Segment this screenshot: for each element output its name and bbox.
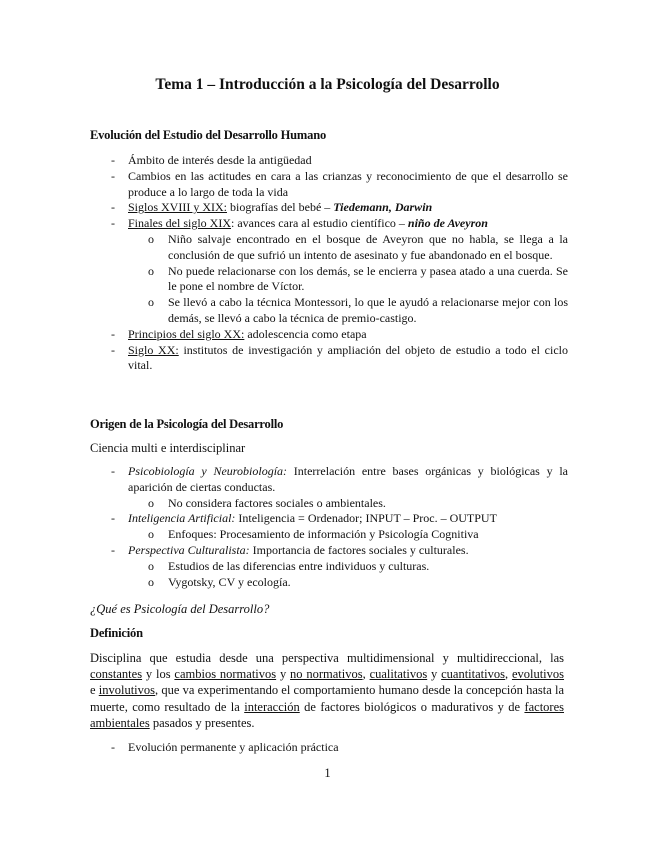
dash-bullet: - xyxy=(111,464,115,478)
sub-list-item: o Se llevó a cabo la técnica Montessori, lo que le ayudó a relacionarse mejor con los demás, se llevó a cabo la técnica de premio-castigo. xyxy=(148,295,568,325)
circle-bullet: o xyxy=(148,295,154,310)
bullet-list-definicion xyxy=(90,740,568,756)
sub-list-item: o Niño salvaje encontrado en el bosque de Aveyron que no habla, se llega a la conclusión de que sufrió un intento de asesinato y fue abandonado en el bosque. xyxy=(148,231,568,262)
dash-bullet: - xyxy=(111,216,115,231)
dash-bullet: - xyxy=(111,511,115,526)
section-heading-origen: Origen de la Psicología del Desarrollo xyxy=(90,417,284,431)
intro-text: Ciencia multi e interdisciplinar xyxy=(90,441,246,455)
section-heading-evolucion: Evolución del Estudio del Desarrollo Humano xyxy=(90,128,326,142)
circle-bullet: o xyxy=(148,263,154,278)
definition-heading: Definición xyxy=(90,626,143,640)
dash-bullet: - xyxy=(111,740,115,754)
dash-bullet: - xyxy=(111,342,115,357)
list-item: - Psicobiología y Neurobiología: Interrelación entre bases orgánicas y biológicas y la aparición de ciertas conductas. xyxy=(111,464,568,494)
circle-bullet: o xyxy=(148,495,154,510)
list-item: - Inteligencia Artificial: Inteligencia = Ordenador; INPUT – Proc. – OUTPUT xyxy=(111,511,497,526)
list-item: - Principios del siglo XX: adolescencia como etapa xyxy=(111,326,367,341)
sub-list-item: o Enfoques: Procesamiento de información y Psicología Cognitiva xyxy=(148,527,479,542)
circle-bullet: o xyxy=(148,558,154,573)
bullet-list-evolucion xyxy=(90,153,568,374)
sub-list-item: o No considera factores sociales o ambientales. xyxy=(148,495,386,510)
list-item: - Cambios en las actitudes en cara a las crianzas y reconocimiento de que el desarrollo se produce a lo largo de toda la vida xyxy=(111,168,568,199)
sub-list-item: o Estudios de las diferencias entre individuos y culturas. xyxy=(148,558,430,573)
circle-bullet: o xyxy=(148,231,154,246)
definition-paragraph: Disciplina que estudia desde una perspectiva multidimensional y multidireccional, las constantes y los cambios normativos y no normativos, cualitativos y cuantitativos, evolutivos e involutivos, que va experimentando el comportamiento humano desde la concepción hasta la muerte, como resultado de la interacción de factores biológicos o madurativos y de factores ambientales pasados y presentes. xyxy=(90,651,565,730)
bullet-list-origen xyxy=(90,464,568,590)
dash-bullet: - xyxy=(111,153,115,167)
page-number: 1 xyxy=(324,766,331,780)
list-item: - Siglos XVIII y XIX: biografías del bebé – Tiedemann, Darwin xyxy=(111,200,433,215)
dash-bullet: - xyxy=(111,200,115,215)
document-title: Tema 1 – Introducción a la Psicología del Desarrollo xyxy=(155,76,500,93)
dash-bullet: - xyxy=(111,542,115,557)
list-item: - Ámbito de interés desde la antigüedad xyxy=(111,153,312,167)
list-item: - Siglo XX: institutos de investigación y ampliación del objeto de estudio a todo el ciclo vital. xyxy=(111,342,568,373)
list-item: - Finales del siglo XIX: avances cara al estudio científico – niño de Aveyron xyxy=(111,216,488,231)
circle-bullet: o xyxy=(148,527,154,542)
question-heading: ¿Qué es Psicología del Desarrollo? xyxy=(90,602,270,616)
list-item: - Evolución permanente y aplicación práctica xyxy=(111,740,339,754)
sub-list-item: o No puede relacionarse con los demás, se le encierra y pasea atado a una cuerda. Se le pone el nombre de Víctor. xyxy=(148,263,568,294)
sub-list-item: o Vygotsky, CV y ecología. xyxy=(148,574,291,589)
list-item: - Perspectiva Culturalista: Importancia de factores sociales y culturales. xyxy=(111,542,469,557)
dash-bullet: - xyxy=(111,326,115,341)
circle-bullet: o xyxy=(148,574,154,589)
dash-bullet: - xyxy=(111,168,115,183)
